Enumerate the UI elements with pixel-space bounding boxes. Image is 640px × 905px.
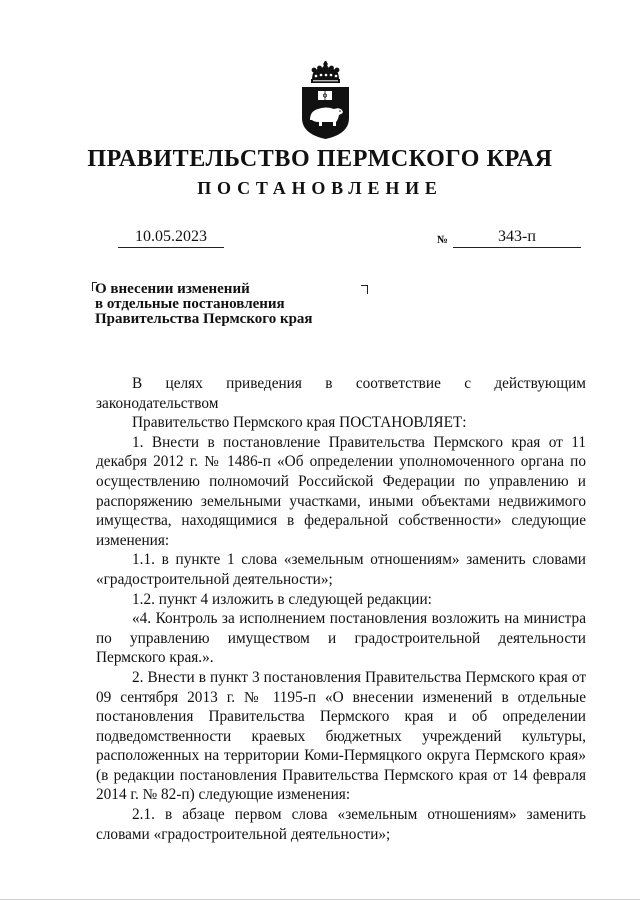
body-paragraph: 1. Внести в постановление Правительства Пермского края от 11 декабря 2012 г. № 1486-п «Об определении уполномоченного органа по осуществлению полномочий Российской Федерации по управлению и распоряжению земельными участками, иными объектами недвижимого имущества, находящимися в федеральной собственности» следующие изменения:	[96, 433, 586, 549]
document-subject	[95, 282, 313, 327]
body-paragraph: «4. Контроль за исполнением постановления возложить на министра по управлению имуществом и градостроительной деятельности Пермского края.».	[96, 610, 586, 667]
subject-line: в отдельные постановления	[95, 296, 285, 312]
body-paragraph: 1.2. пункт 4 изложить в следующей редакции:	[132, 590, 432, 608]
body-paragraph: В целях приведения в соответствие с действующим законодательством	[96, 375, 586, 412]
document-body	[96, 374, 586, 844]
document-date: 10.05.2023	[118, 228, 224, 248]
body-paragraph: 1.1. в пункте 1 слова «земельным отношениям» заменить словами «градостроительной деятельности»;	[96, 551, 586, 588]
document-type-title: ПОСТАНОВЛЕНИЕ	[197, 178, 443, 198]
document-number: 343-п	[453, 228, 581, 248]
number-sign-label: №	[437, 234, 449, 246]
subject-line: О внесении изменений	[95, 281, 250, 297]
body-paragraph: Правительство Пермского края ПОСТАНОВЛЯЕТ:	[132, 414, 467, 432]
subject-corner-mark-right	[361, 285, 368, 294]
perm-krai-coat-of-arms-icon	[298, 60, 353, 140]
body-paragraph: 2.1. в абзаце первом слова «земельным отношениям» заменить словами «градостроительной деятельности»;	[96, 806, 586, 843]
government-title: ПРАВИТЕЛЬСТВО ПЕРМСКОГО КРАЯ	[87, 146, 553, 172]
subject-line: Правительства Пермского края	[95, 311, 313, 327]
body-paragraph: 2. Внести в пункт 3 постановления Правительства Пермского края от 09 сентября 2013 г. № 1195-п «О внесении изменений в отдельные постановления Правительства Пермского края и об определении подведомственности краевых бюджетных учреждений культуры, расположенных на территории Коми-Пермяцкого округа Пермского края» (в редакции постановления Правительства Пермского края от 14 февраля 2014 г. № 82-п) следующие изменения:	[96, 668, 586, 804]
page-bottom-edge	[0, 899, 640, 900]
